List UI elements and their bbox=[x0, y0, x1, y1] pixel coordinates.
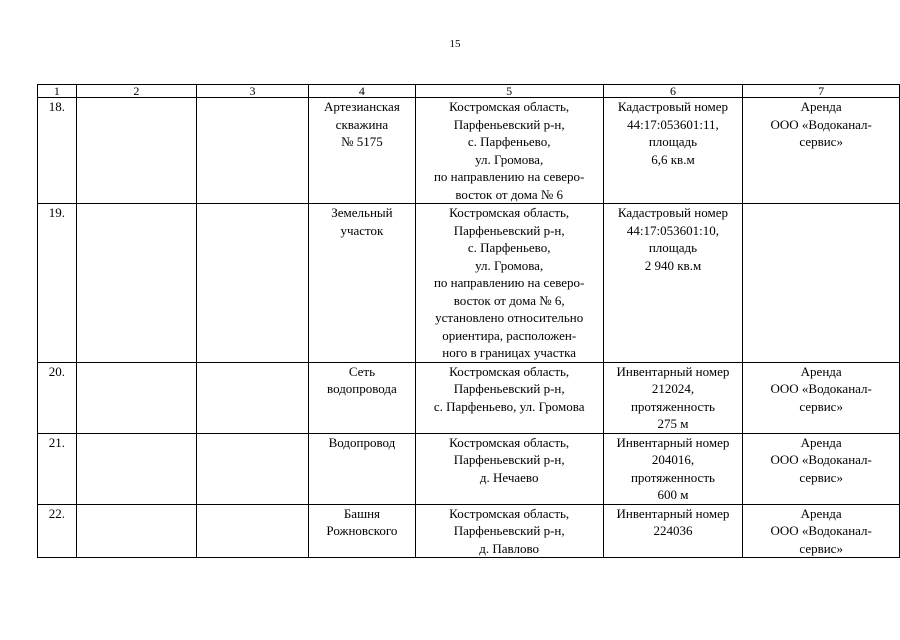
address-line: ориентира, расположен- bbox=[442, 327, 577, 343]
characteristics-line: площадь bbox=[648, 240, 698, 255]
characteristics-cell bbox=[603, 362, 743, 433]
address-line: Парфеньевский р-н, bbox=[453, 523, 565, 538]
characteristics-line: 600 м bbox=[657, 487, 689, 502]
address-line: Парфеньевский р-н, bbox=[453, 381, 565, 396]
name-line: Водопровод bbox=[328, 434, 396, 450]
col3-cell bbox=[196, 362, 308, 433]
encumbrance-cell bbox=[743, 433, 900, 504]
address-cell bbox=[415, 504, 603, 558]
characteristics-line: протяженность bbox=[630, 398, 715, 414]
address-line: ного в границах участка bbox=[442, 345, 577, 360]
characteristics-line: 275 м bbox=[657, 416, 689, 431]
encumbrance-line: Аренда bbox=[800, 99, 842, 114]
address-line: д. Нечаево bbox=[479, 469, 539, 485]
address-line: по направлению на северо- bbox=[433, 275, 585, 290]
encumbrance-cell bbox=[743, 98, 900, 204]
address-line: с. Парфеньево, bbox=[467, 134, 551, 149]
col2-cell bbox=[76, 362, 196, 433]
address-line: с. Парфеньево, ул. Громова bbox=[433, 398, 585, 414]
name-line: Башня bbox=[343, 505, 381, 521]
characteristics-line: площадь bbox=[648, 134, 698, 149]
object-name-cell bbox=[309, 504, 416, 558]
col2-cell bbox=[76, 204, 196, 363]
characteristics-cell bbox=[603, 98, 743, 204]
address-line: восток от дома № 6 bbox=[455, 186, 563, 202]
encumbrance-line: Аренда bbox=[800, 505, 842, 521]
characteristics-line: 44:17:053601:11, bbox=[627, 116, 719, 132]
address-cell bbox=[415, 433, 603, 504]
row-number-cell: 18. bbox=[38, 98, 77, 204]
row-number-cell: 21. bbox=[38, 433, 77, 504]
table-row bbox=[38, 433, 900, 504]
characteristics-line: 204016, bbox=[651, 452, 695, 467]
characteristics-line: 212024, bbox=[651, 381, 695, 396]
encumbrance-line: сервис» bbox=[799, 398, 843, 414]
object-name-cell bbox=[309, 204, 416, 363]
header-col-4: 4 bbox=[309, 85, 416, 98]
address-line: с. Парфеньево, bbox=[467, 240, 551, 255]
encumbrance-line: ООО «Водоканал- bbox=[770, 523, 872, 538]
address-cell bbox=[415, 204, 603, 363]
header-col-6: 6 bbox=[603, 85, 743, 98]
characteristics-cell bbox=[603, 433, 743, 504]
object-name-cell bbox=[309, 362, 416, 433]
characteristics-line: 2 940 кв.м bbox=[644, 257, 702, 273]
encumbrance-line: ООО «Водоканал- bbox=[770, 116, 872, 132]
row-number-cell: 22. bbox=[38, 504, 77, 558]
table-body bbox=[38, 98, 900, 558]
encumbrance-cell bbox=[743, 204, 900, 363]
address-cell bbox=[415, 362, 603, 433]
characteristics-cell bbox=[603, 204, 743, 363]
name-line: скважина bbox=[335, 116, 389, 132]
col2-cell bbox=[76, 98, 196, 204]
col3-cell bbox=[196, 504, 308, 558]
address-line: Парфеньевский р-н, bbox=[453, 222, 565, 238]
encumbrance-line: сервис» bbox=[799, 540, 843, 556]
address-line: Костромская область, bbox=[449, 205, 570, 220]
encumbrance-line: сервис» bbox=[799, 469, 843, 485]
row-number-cell: 20. bbox=[38, 362, 77, 433]
header-col-2: 2 bbox=[76, 85, 196, 98]
characteristics-line: 6,6 кв.м bbox=[651, 151, 695, 167]
characteristics-line: 44:17:053601:10, bbox=[626, 222, 719, 238]
encumbrance-cell bbox=[743, 504, 900, 558]
characteristics-line: Кадастровый номер bbox=[617, 99, 728, 114]
name-line: Сеть bbox=[348, 363, 376, 379]
characteristics-line: протяженность bbox=[630, 469, 715, 485]
address-line: Парфеньевский р-н, bbox=[453, 116, 565, 132]
characteristics-line: 224036 bbox=[653, 523, 693, 538]
col2-cell bbox=[76, 433, 196, 504]
address-line: по направлению на северо- bbox=[433, 169, 585, 184]
characteristics-line: Инвентарный номер bbox=[616, 505, 730, 521]
encumbrance-line: ООО «Водоканал- bbox=[770, 452, 872, 467]
name-line: водопровода bbox=[327, 381, 397, 396]
col2-cell bbox=[76, 504, 196, 558]
header-col-5: 5 bbox=[415, 85, 603, 98]
row-number-cell: 19. bbox=[38, 204, 77, 363]
encumbrance-line: Аренда bbox=[800, 434, 842, 450]
table-row bbox=[38, 504, 900, 558]
col3-cell bbox=[196, 433, 308, 504]
name-line: № 5175 bbox=[341, 134, 383, 149]
header-col-3: 3 bbox=[196, 85, 308, 98]
page-number: 15 bbox=[449, 38, 461, 50]
address-line: Костромская область, bbox=[449, 99, 570, 114]
table-row bbox=[38, 362, 900, 433]
address-line: Костромская область, bbox=[449, 434, 570, 450]
encumbrance-line: Аренда bbox=[800, 363, 842, 379]
encumbrance-line: ООО «Водоканал- bbox=[770, 381, 872, 396]
name-line: Артезианская bbox=[324, 99, 400, 114]
table-row bbox=[38, 204, 900, 363]
address-line: Парфеньевский р-н, bbox=[453, 452, 565, 467]
characteristics-cell bbox=[603, 504, 743, 558]
address-line: Костромская область, bbox=[449, 505, 570, 521]
address-line: Костромская область, bbox=[449, 363, 570, 379]
address-line: ул. Громова, bbox=[475, 257, 544, 273]
encumbrance-line: сервис» bbox=[799, 134, 843, 149]
address-line: д. Павлово bbox=[479, 540, 540, 556]
characteristics-line: Инвентарный номер bbox=[616, 434, 730, 450]
address-line: ул. Громова, bbox=[475, 151, 544, 167]
name-line: Рожновского bbox=[326, 523, 398, 538]
object-name-cell bbox=[309, 433, 416, 504]
property-registry-table bbox=[37, 84, 900, 558]
header-row bbox=[38, 85, 900, 98]
address-line: восток от дома № 6, bbox=[453, 292, 565, 308]
address-cell bbox=[415, 98, 603, 204]
name-line: Земельный bbox=[331, 205, 393, 220]
col3-cell bbox=[196, 204, 308, 363]
header-col-1: 1 bbox=[38, 85, 77, 98]
name-line: участок bbox=[340, 222, 384, 238]
header-col-7: 7 bbox=[743, 85, 900, 98]
characteristics-line: Инвентарный номер bbox=[616, 363, 730, 379]
characteristics-line: Кадастровый номер bbox=[617, 205, 728, 220]
encumbrance-cell bbox=[743, 362, 900, 433]
table-row bbox=[38, 98, 900, 204]
address-line: установлено относительно bbox=[435, 310, 584, 325]
object-name-cell bbox=[309, 98, 416, 204]
col3-cell bbox=[196, 98, 308, 204]
